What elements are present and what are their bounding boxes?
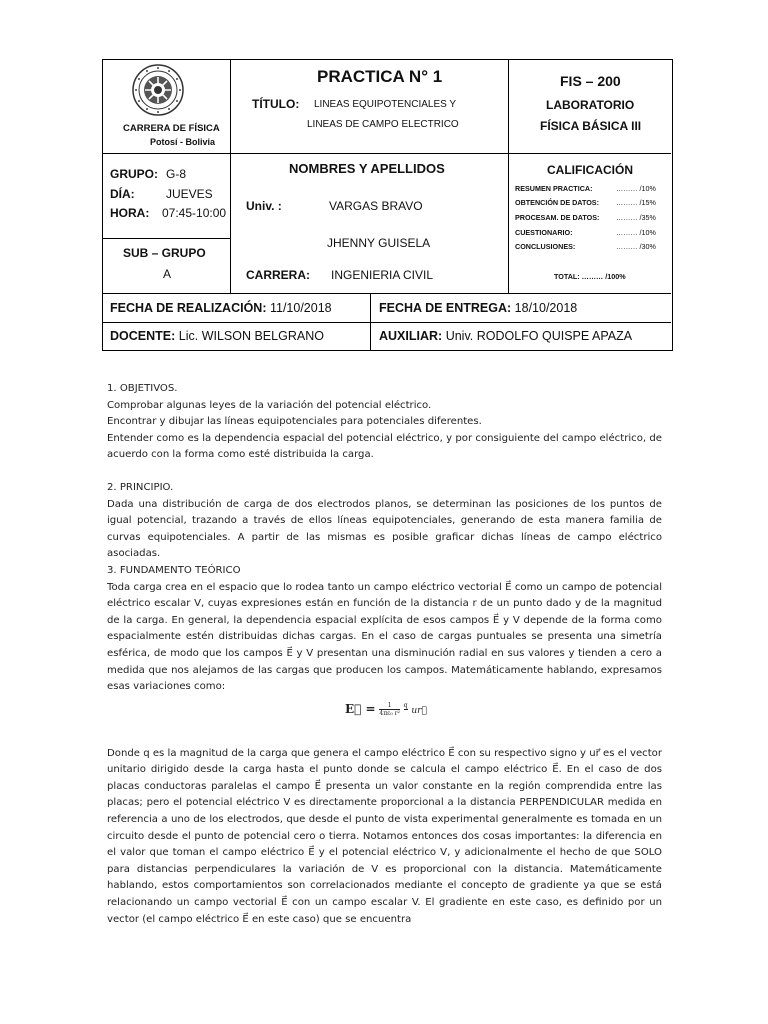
fecha-realizacion-label: FECHA DE REALIZACIÓN: [110,301,267,315]
paragraph: Toda carga crea en el espacio que lo rodea tanto un campo eléctrico vectorial E⃗ como un campo de potencial eléctrico escalar V, cuyas expresiones están en función de la distancia r de un punto dado y de la magnitud de la carga. En general, la dependencia espacial explícita de esos campos E⃗ y V depende de la forma como espacialmente estén distribuidas dichas cargas. En el caso de cargas puntuales se presenta una simetría esférica, de modo que los campos E⃗ y V presentan una disminución radial en sus valores y tienden a cero a medida que nos alejamos de las cargas que producen los campos. Matemáticamente hablando, expresamos esas variaciones como: [107,581,662,693]
subgrupo-value: A [163,267,172,281]
auxiliar [379,329,632,343]
fecha-entrega-label: FECHA DE ENTREGA: [379,301,512,315]
practice-number: PRACTICA N° 1 [317,67,443,86]
auxiliar-value: Univ. RODOLFO QUISPE APAZA [445,329,633,343]
docente [110,329,324,343]
divider [370,293,371,350]
formula-fraction-2 [404,702,408,717]
grade-value: ……… /35% [616,213,656,222]
student-surname: VARGAS BRAVO [329,199,423,213]
fecha-realizacion [110,301,332,315]
report-body [107,381,662,928]
formula-lhs: E⃗ = [345,702,376,716]
section-heading: 3. FUNDAMENTO TEÓRICO [107,564,241,576]
grade-label: RESUMEN PRACTICA: [515,184,593,193]
divider [230,60,231,293]
institution-location: Potosí - Bolivia [150,137,216,147]
grade-label: PROCESAM. DE DATOS: [515,213,600,222]
univ-label: Univ. : [246,199,282,213]
dia-value: JUEVES [166,187,213,201]
grade-value: ……… /15% [616,198,656,207]
section-heading: 2. PRINCIPIO. [107,481,174,493]
formula-fraction-1 [379,702,399,717]
divider [103,153,671,154]
paragraph: Encontrar y dibujar las líneas equipotenciales para potenciales diferentes. [107,416,482,428]
carrera-label: CARRERA: [246,268,310,282]
grading-heading: CALIFICACIÓN [547,163,633,177]
practice-title-label: TÍTULO: [252,97,300,111]
course-subject: FÍSICA BÁSICA III [540,119,642,133]
divider [103,238,231,239]
formula-q: q [403,702,408,709]
dia-label: DÍA: [110,187,135,201]
grade-label: CUESTIONARIO: [515,228,573,237]
section-heading: 1. OBJETIVOS. [107,383,178,394]
formula-den: 4πε₀ r² [379,710,400,717]
subgrupo-label: SUB – GRUPO [123,246,206,260]
institution-name: CARRERA DE FÍSICA [123,123,220,134]
course-lab: LABORATORIO [546,98,635,112]
divider [508,60,509,293]
hora-value: 07:45-10:00 [162,206,227,220]
formula-num: 1 [379,702,399,710]
grade-value: ……… /10% [616,184,656,193]
university-seal-icon [131,63,185,117]
grade-value: ……… /10% [616,228,656,237]
grade-label: OBTENCIÓN DE DATOS: [515,198,599,207]
fecha-entrega [379,301,577,315]
grade-value: ……… /30% [616,242,656,251]
student-given-name: JHENNY GUISELA [327,236,431,250]
paragraph: Comprobar algunas leyes de la variación del potencial eléctrico. [107,399,432,411]
grupo-label: GRUPO: [110,167,158,181]
fecha-entrega-value: 18/10/2018 [514,301,578,315]
electric-field-formula [345,702,427,717]
fecha-realizacion-value: 11/10/2018 [269,301,332,315]
practice-title-line1: LINEAS EQUIPOTENCIALES Y [314,99,457,110]
paragraph: Donde q es la magnitud de la carga que genera el campo eléctrico E⃗ con su respectivo signo y ur⃗ es el vector unitario dirigido desde la carga hasta el punto donde se calcula el campo eléctrico E⃗. En el caso de dos placas conductoras paralelas el campo E⃗ presenta un valor constante en la región comprendida entre las placas; pero el potencial eléctrico V es directamente proporcional a la distancia PERPENDICULAR medida en referencia a uno de los electrodos, que desde el punto de vista experimental generalmente es tomada en un circuito desde el punto de potencial cero o tierra. Notamos entonces dos cosas importantes: la diferencia en el valor que toman el campo eléctrico E⃗ y el potencial eléctrico V, y adicionalmente el hecho de que SOLO para distancias perpendiculares la variación de V es proporcional con la distancia. Matemáticamente hablando, estos comportamientos son correlacionados mediante el concepto de gradiente ya que se está relacionando un campo vectorial E⃗ con un campo escalar V. El gradiente en este caso, es definido por un vector (el campo eléctrico E⃗ en este caso) que se encuentra [107,747,662,925]
practice-title-line2: LINEAS DE CAMPO ELECTRICO [307,119,459,130]
divider [103,322,671,323]
names-heading: NOMBRES Y APELLIDOS [289,161,445,176]
docente-value: Lic. WILSON BELGRANO [178,329,324,343]
course-code: FIS – 200 [560,73,621,89]
paragraph: Dada una distribución de carga de dos electrodos planos, se determinan las posiciones de los puntos de igual potencial, trazando a través de ellos líneas equipotenciales, generando de esta manera familia de curvas equipotenciales. A partir de las mismas es posible graficar dichas líneas de campo eléctrico asociadas. [107,498,662,560]
paragraph: Entender como es la dependencia espacial del potencial eléctrico, y por consiguiente del campo eléctrico, de acuerdo con la forma como esté distribuida la carga. [107,432,662,461]
hora-label: HORA: [110,206,150,220]
carrera-value: INGENIERIA CIVIL [331,268,434,282]
grade-label: CONCLUSIONES: [515,242,576,251]
divider [103,293,671,294]
grupo-value: G-8 [166,167,187,181]
formula-unit-vector: ur⃗ [411,706,427,716]
docente-label: DOCENTE: [110,329,176,343]
auxiliar-label: AUXILIAR: [379,329,443,343]
grade-total: TOTAL: ……… /100% [554,272,626,281]
